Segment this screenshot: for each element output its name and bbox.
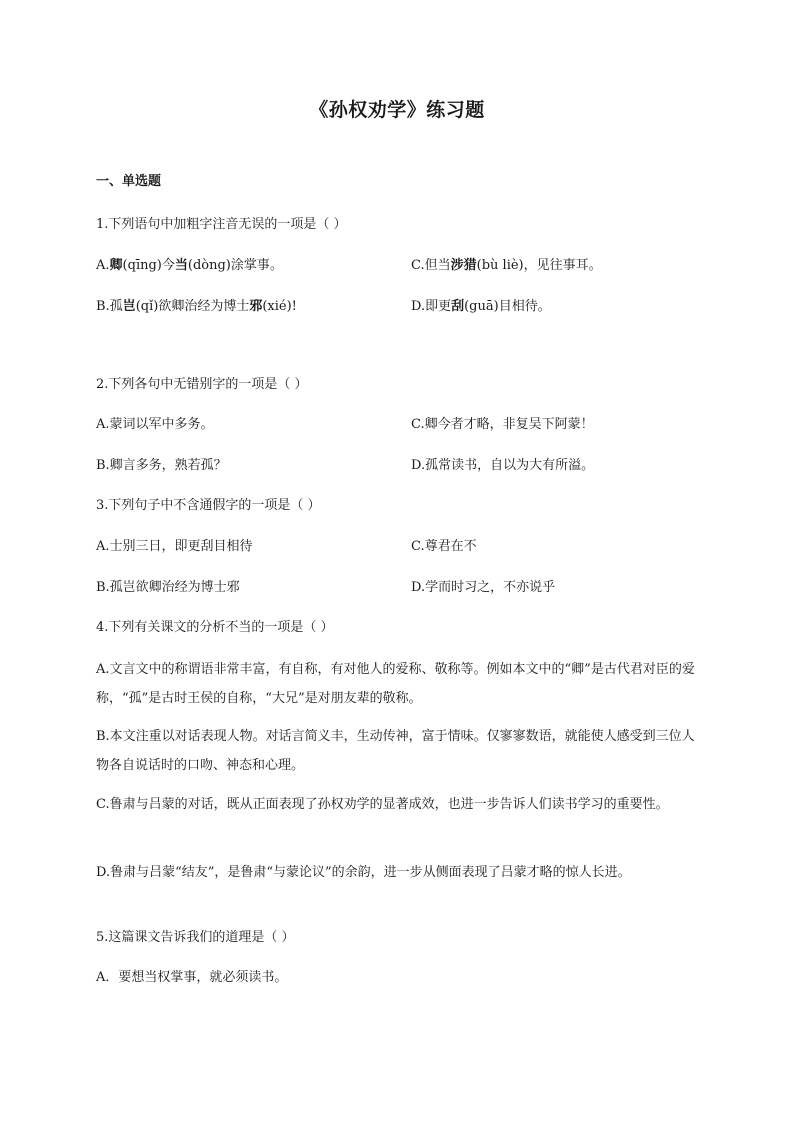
bold-char: 刮 xyxy=(451,299,465,314)
question-1-option-d[interactable] xyxy=(411,298,551,316)
question-4-option-c[interactable]: C.鲁肃与吕蒙的对话，既从正面表现了孙权劝学的显著成效，也进一步告诉人们读书学习的重要性。 xyxy=(96,797,669,812)
question-2-option-a[interactable]: A.蒙词以军中多务。 xyxy=(96,417,214,432)
page-title: 《孙权劝学》练习题 xyxy=(309,99,485,121)
option-text: (dòng)涂掌事。 xyxy=(187,258,283,273)
question-5-option-a[interactable]: A．要想当权掌事，就必须读书。 xyxy=(96,970,288,985)
question-3-option-b[interactable]: B.孤岂欲卿治经为博士邪 xyxy=(96,580,240,595)
question-4-option-b[interactable]: B.本文注重以对话表现人物。对话言简义丰，生动传神，富于情味。仅寥寥数语，就能使人感受到三位人物各自说话时的口吻、神态和心理。 xyxy=(96,729,695,773)
question-4-option-d[interactable]: D.鲁肃与吕蒙“结友”，是鲁肃“与蒙论议”的余韵，进一步从侧面表现了吕蒙才略的惊人长进。 xyxy=(96,865,631,880)
bold-char: 岂 xyxy=(122,299,136,314)
bold-char: 邪 xyxy=(249,299,263,314)
option-text: (qīng)今 xyxy=(122,258,175,273)
question-1-option-b[interactable] xyxy=(96,298,297,316)
question-2-option-b[interactable]: B.卿言多务，熟若孤？ xyxy=(96,458,227,473)
option-text: (bù liè)，见往事耳。 xyxy=(476,258,602,273)
option-text: B.孤 xyxy=(96,299,123,314)
option-text: C.但当 xyxy=(411,258,451,273)
question-2-stem: 2.下列各句中无错别字的一项是（ ） xyxy=(96,377,308,392)
question-1-option-a[interactable] xyxy=(96,257,283,275)
question-2-option-c[interactable]: C.卿今者才略，非复吴下阿蒙！ xyxy=(411,417,594,432)
bold-char: 涉猎 xyxy=(450,258,477,273)
option-text: A. xyxy=(96,258,110,273)
question-4-option-a[interactable]: A.文言文中的称谓语非常丰富，有自称，有对他人的爱称、敬称等。例如本文中的“卿”是古代君对臣的爱称，“孤”是古时王侯的自称，“大兄”是对朋友辈的敬称。 xyxy=(96,662,695,706)
option-text: (qǐ)欲卿治经为博士 xyxy=(135,299,250,314)
option-text: (xié)! xyxy=(262,299,297,314)
question-1-option-c[interactable] xyxy=(411,257,602,275)
question-4-stem: 4.下列有关课文的分析不当的一项是（ ） xyxy=(96,620,334,635)
section-heading: 一、单选题 xyxy=(96,174,162,189)
question-5-stem: 5.这篇课文告诉我们的道理是（ ） xyxy=(96,930,295,945)
option-text: D.即更 xyxy=(411,299,452,314)
question-1-stem: 1.下列语句中加粗字注音无误的一项是（ ） xyxy=(96,217,347,232)
question-3-option-d[interactable]: D.学而时习之，不亦说乎 xyxy=(411,580,556,595)
bold-char: 卿 xyxy=(109,258,123,273)
question-3-option-a[interactable]: A.士别三日，即更刮目相待 xyxy=(96,539,253,554)
question-2-option-d[interactable]: D.孤常读书，自以为大有所溢。 xyxy=(411,458,595,473)
option-text: (guā)目相待。 xyxy=(464,299,551,314)
question-3-stem: 3.下列句子中不含通假字的一项是（ ） xyxy=(96,498,321,513)
bold-char: 当 xyxy=(174,258,188,273)
question-3-option-c[interactable]: C.尊君在不 xyxy=(411,539,477,554)
